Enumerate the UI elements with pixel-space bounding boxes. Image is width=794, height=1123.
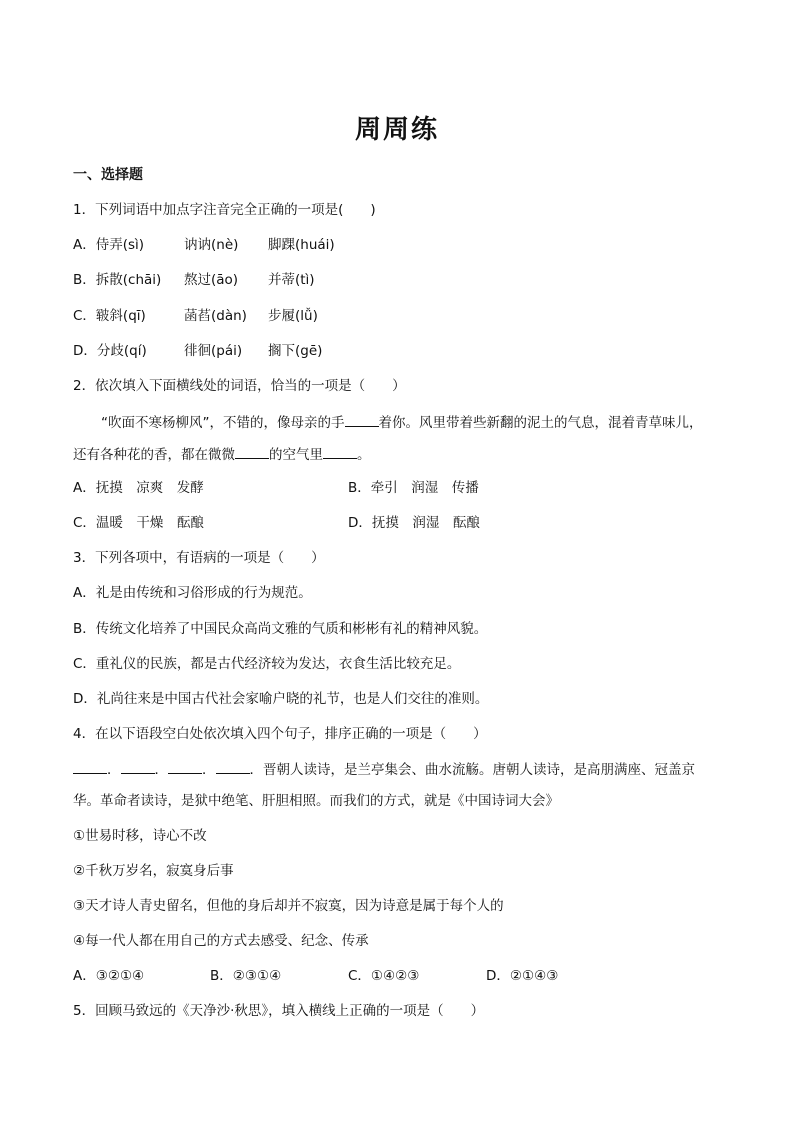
q4-sentence-3: ③天才诗人青史留名，但他的身后却并不寂寞，因为诗意是属于每个人的 bbox=[73, 898, 504, 914]
q1-option-a-3: 脚踝(huái) bbox=[268, 237, 335, 253]
question-4-stem: 4．在以下语段空白处依次填入四个句子，排序正确的一项是（ ） bbox=[73, 726, 487, 742]
q2-option-d: D．抚摸 润湿 酝酿 bbox=[348, 515, 480, 531]
q4-option-b: B．②③①④ bbox=[210, 968, 282, 984]
q1-option-d-1: D．分歧(qí) bbox=[73, 343, 147, 359]
q2-passage-text: 还有各种花的香，都在微微 bbox=[73, 447, 235, 463]
blank-d bbox=[216, 759, 250, 774]
q2-passage-text: 。 bbox=[357, 447, 371, 463]
question-5-stem: 5．回顾马致远的《天净沙·秋思》，填入横线上正确的一项是（ ） bbox=[73, 1003, 485, 1019]
q1-option-b-1: B．拆散(chāi) bbox=[73, 272, 162, 288]
blank-3 bbox=[323, 444, 357, 459]
q3-option-a: A．礼是由传统和习俗形成的行为规范。 bbox=[73, 585, 312, 601]
q1-option-a-2: 讷讷(nè) bbox=[184, 237, 239, 253]
q1-option-d-3: 搁下(gē) bbox=[268, 343, 323, 359]
blank-1 bbox=[345, 412, 379, 427]
q3-option-c: C．重礼仪的民族，都是古代经济较为发达，衣食生活比较充足。 bbox=[73, 656, 461, 672]
q2-passage-text: 的空气里 bbox=[269, 447, 323, 463]
q4-passage-line-1: ． ． ． ．晋朝人读诗，是兰亭集会、曲水流觞。唐朝人读诗，是高朋满座、冠盖京 bbox=[73, 759, 695, 780]
question-2-stem: 2．依次填入下面横线处的词语，恰当的一项是（ ） bbox=[73, 378, 406, 394]
section-heading: 一、选择题 bbox=[73, 167, 143, 183]
q4-sentence-2: ②千秋万岁名，寂寞身后事 bbox=[73, 863, 234, 879]
blank-2 bbox=[235, 444, 269, 459]
page-title: 周周练 bbox=[354, 115, 439, 145]
question-3-stem: 3．下列各项中，有语病的一项是（ ） bbox=[73, 550, 325, 566]
q4-option-a: A．③②①④ bbox=[73, 968, 145, 984]
q3-option-b: B．传统文化培养了中国民众高尚文雅的气质和彬彬有礼的精神风貌。 bbox=[73, 621, 488, 637]
q2-option-a: A．抚摸 凉爽 发酵 bbox=[73, 480, 204, 496]
q4-option-c: C．①④②③ bbox=[348, 968, 420, 984]
q4-sentence-4: ④每一代人都在用自己的方式去感受、纪念、传承 bbox=[73, 933, 369, 949]
q1-option-b-3: 并蒂(tì) bbox=[268, 272, 315, 288]
q3-option-d: D．礼尚往来是中国古代社会家喻户晓的礼节，也是人们交往的准则。 bbox=[73, 691, 489, 707]
q4-option-d: D．②①④③ bbox=[486, 968, 559, 984]
question-1-stem: 1．下列词语中加点字注音完全正确的一项是( ) bbox=[73, 202, 376, 218]
q1-option-c-1: C．皲斜(qī) bbox=[73, 308, 146, 324]
q4-sentence-1: ①世易时移，诗心不改 bbox=[73, 828, 207, 844]
q2-option-c: C．温暖 干燥 酝酿 bbox=[73, 515, 204, 531]
q1-option-c-2: 菡萏(dàn) bbox=[184, 308, 247, 324]
q2-passage-line-1 bbox=[101, 412, 703, 433]
q4-passage-text: ．晋朝人读诗，是兰亭集会、曲水流觞。唐朝人读诗，是高朋满座、冠盖京 bbox=[249, 762, 695, 778]
q2-passage-text: “吹面不寒杨柳风”，不错的，像母亲的手 bbox=[101, 415, 345, 431]
q1-option-a-1: A．侍弄(sì) bbox=[73, 237, 145, 253]
q1-option-c-3: 步履(lǚ) bbox=[268, 308, 318, 324]
q4-passage-line-2: 华。革命者读诗，是狱中绝笔、肝胆相照。而我们的方式，就是《中国诗词大会》 bbox=[73, 793, 559, 809]
blank-c bbox=[168, 759, 202, 774]
blank-a bbox=[73, 759, 107, 774]
q2-option-b: B．牵引 润湿 传播 bbox=[348, 480, 479, 496]
q1-option-b-2: 熬过(āo) bbox=[184, 272, 239, 288]
q1-option-d-2: 徘徊(pái) bbox=[184, 343, 243, 359]
q2-passage-text: 着你。风里带着些新翻的泥土的气息，混着青草味儿， bbox=[378, 415, 703, 431]
blank-b bbox=[121, 759, 155, 774]
q2-passage-line-2 bbox=[73, 444, 371, 465]
